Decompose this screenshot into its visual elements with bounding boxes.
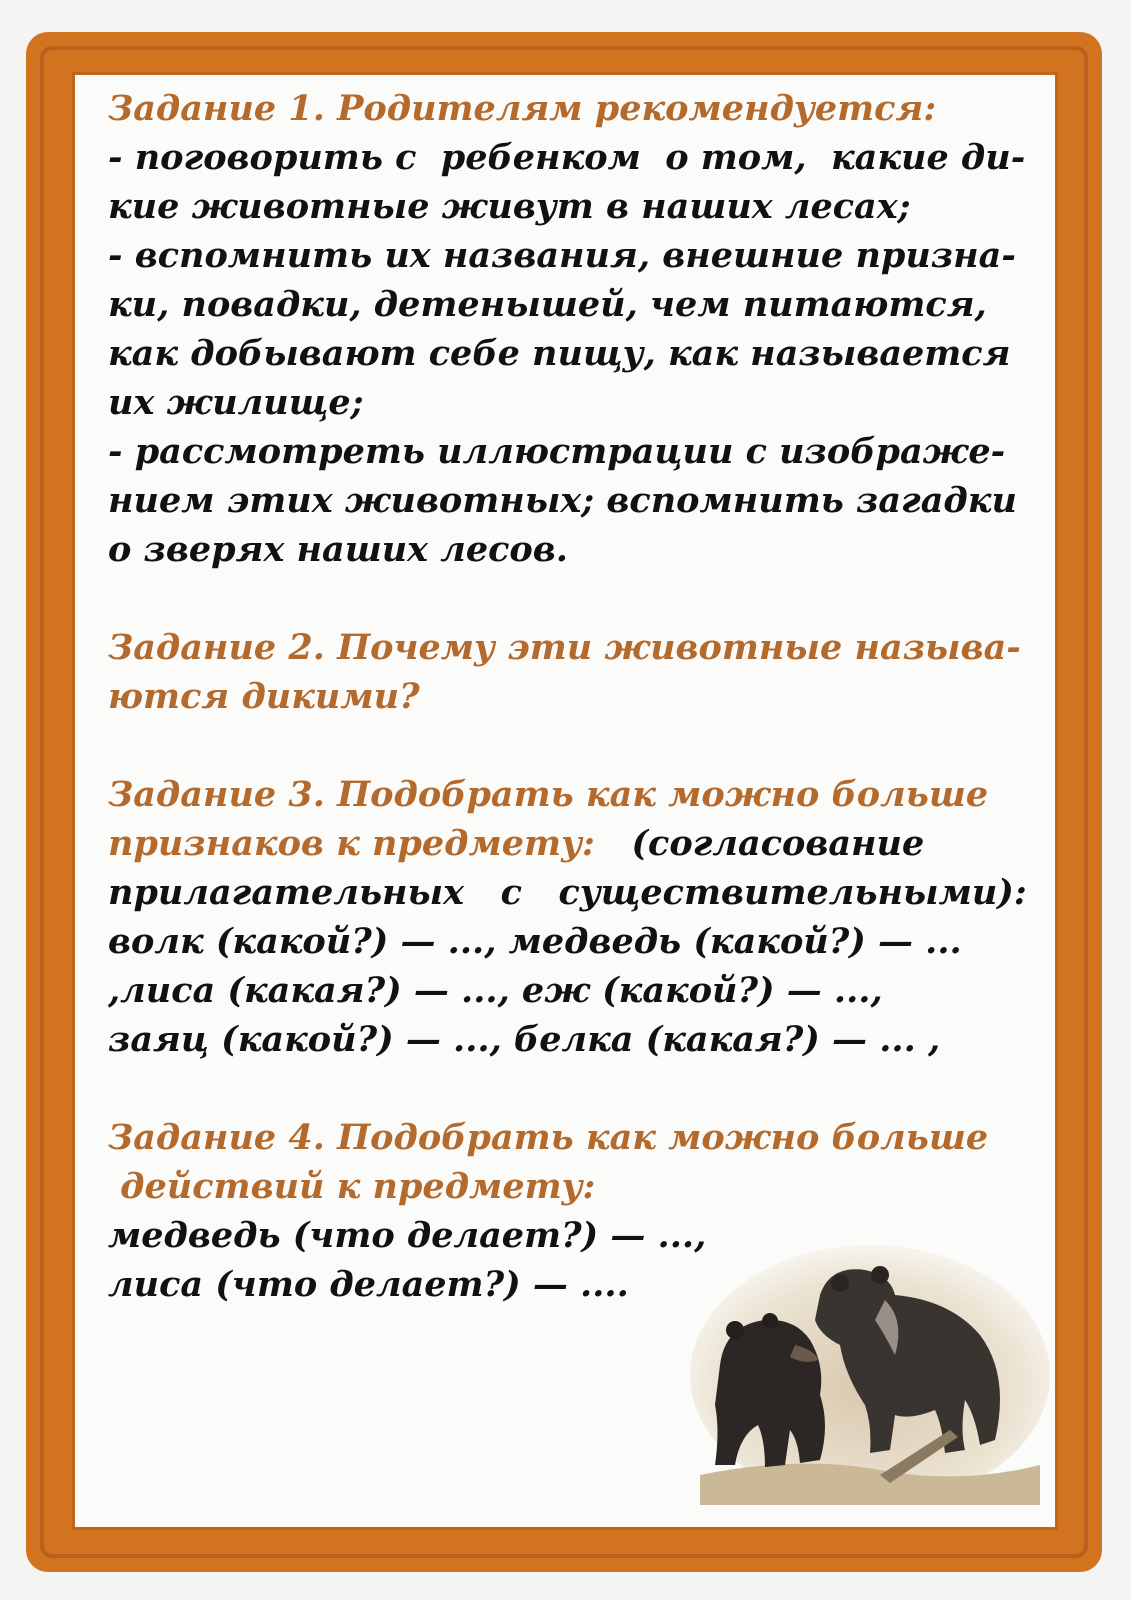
spacer <box>108 1064 1038 1113</box>
task3-line: волк (какой?) — ..., медведь (какой?) — ... <box>108 921 962 962</box>
spacer <box>108 721 1038 770</box>
bear-cub-left <box>715 1320 825 1467</box>
bear-ear <box>871 1266 889 1284</box>
task2-heading: Задание 2. Почему эти животные называ- <box>108 627 1021 668</box>
spacer <box>108 574 1038 623</box>
task1-line: - вспомнить их названия, внешние призна- <box>108 235 1016 276</box>
worksheet-text <box>108 84 1038 1309</box>
task1-line: кие животные живут в наших лесах; <box>108 186 911 227</box>
bear-cubs-illustration <box>680 1225 1050 1505</box>
task3-line: ,лиса (какая?) — ..., еж (какой?) — ..., <box>108 970 883 1011</box>
task1-line: о зверях наших лесов. <box>108 529 568 570</box>
task1-line: ки, повадки, детенышей, чем питаются, <box>108 284 987 325</box>
task3-heading-line <box>108 819 1038 868</box>
task4-heading: действий к предмету: <box>108 1166 596 1207</box>
task1-line: как добывают себе пищу, как называется <box>108 333 1011 374</box>
task3-heading-part: признаков к предмету: <box>108 823 595 864</box>
task1-line: - поговорить с ребенком о том, какие ди- <box>108 137 1026 178</box>
task3-line: прилагательных с существительными): <box>108 872 1027 913</box>
task1-line: - рассмотреть иллюстрации с изображе- <box>108 431 1006 472</box>
bear-ear <box>726 1321 744 1339</box>
bear-ear <box>831 1274 849 1292</box>
task1-line: нием этих животных; вспомнить загадки <box>108 480 1017 521</box>
task2-heading: ются дикими? <box>108 676 420 717</box>
bear-ear <box>762 1313 778 1329</box>
task4-heading: Задание 4. Подобрать как можно больше <box>108 1117 989 1158</box>
task3-heading: Задание 3. Подобрать как можно больше <box>108 774 989 815</box>
task1-line: их жилище; <box>108 382 364 423</box>
task1-heading: Задание 1. Родителям рекомендуется: <box>108 88 937 129</box>
task3-note: (согласование <box>594 823 925 864</box>
task4-line: лиса (что делает?) — .... <box>108 1264 629 1305</box>
task3-line: заяц (какой?) — ..., белка (какая?) — ... , <box>108 1019 941 1060</box>
task4-line: медведь (что делает?) — ..., <box>108 1215 707 1256</box>
